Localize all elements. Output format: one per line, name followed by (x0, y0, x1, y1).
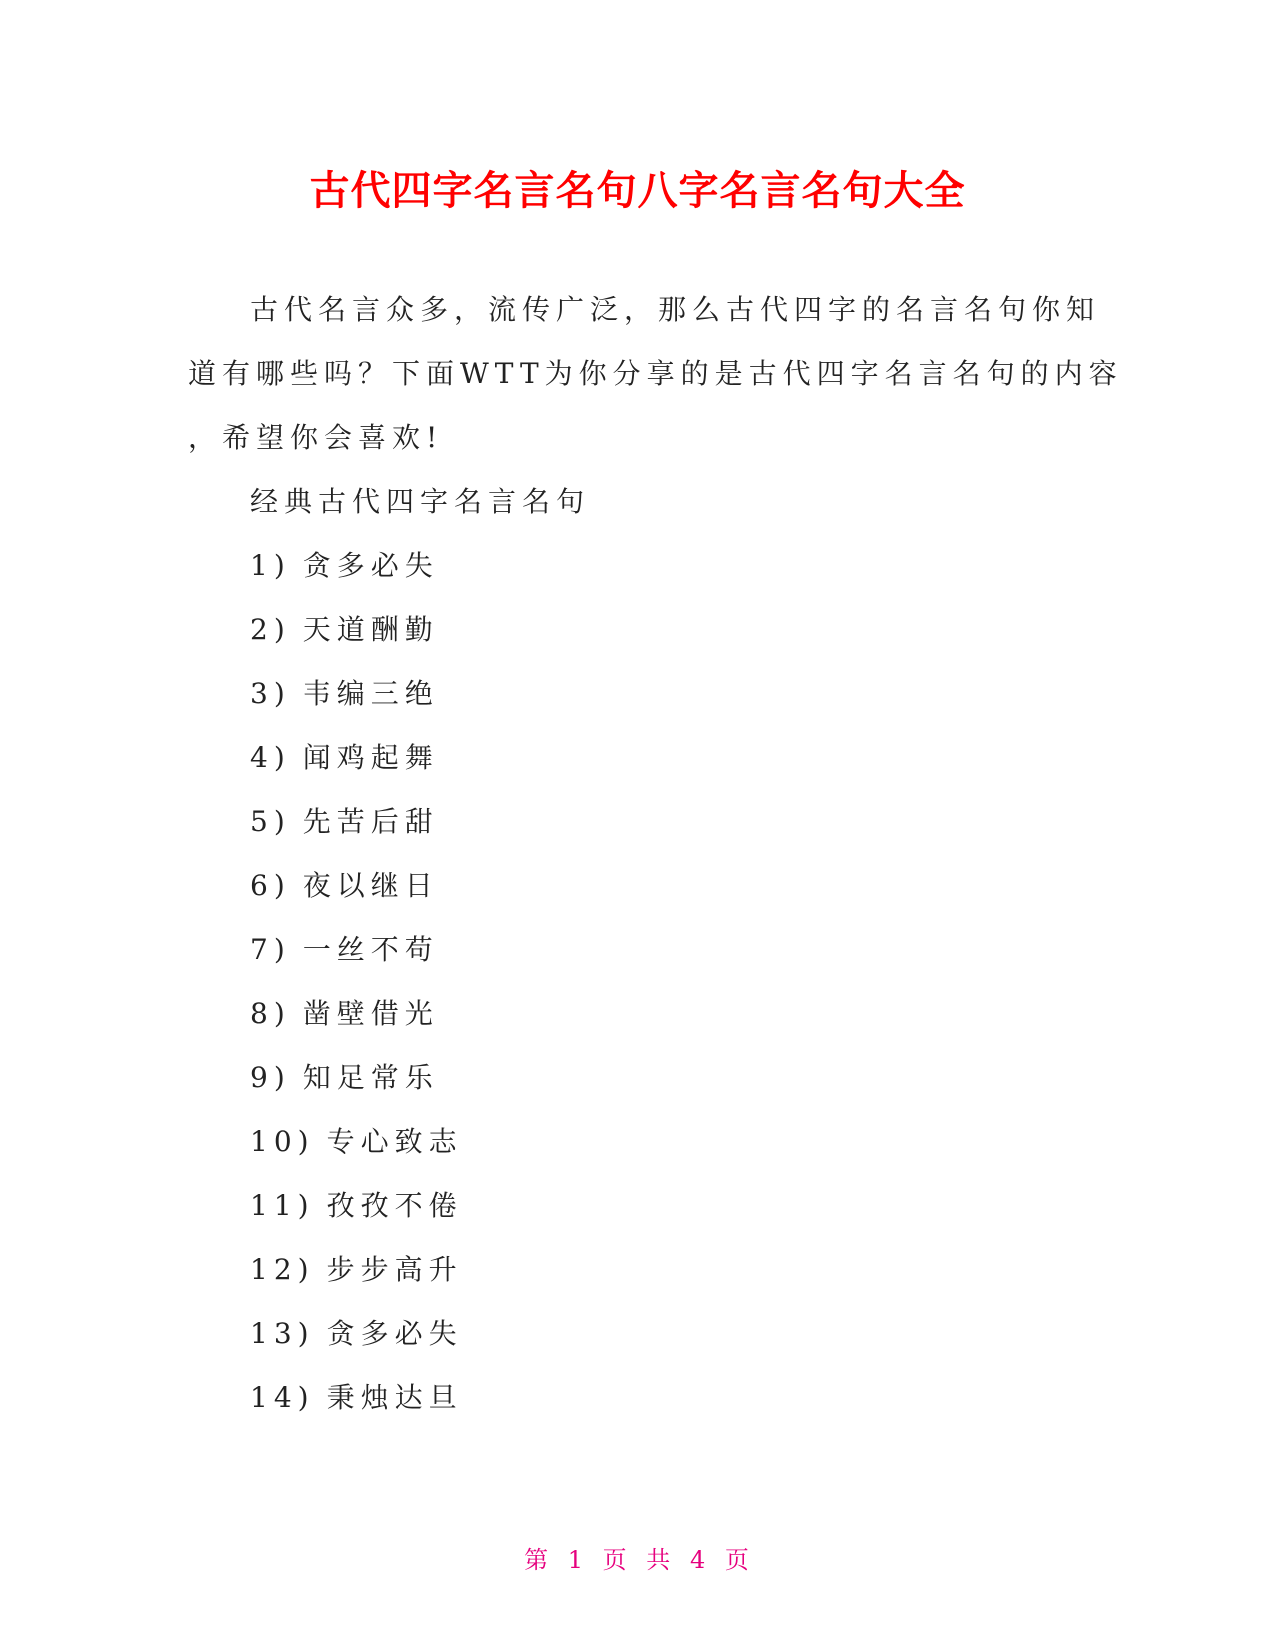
list-item-text: 韦编三绝 (302, 677, 439, 710)
list-item-text: 贪多必失 (326, 1317, 463, 1350)
list-item-number: 11) (250, 1189, 315, 1222)
list-item (250, 613, 439, 647)
list-item (250, 1189, 463, 1223)
list-item-text: 闻鸡起舞 (302, 741, 439, 774)
list-item-number: 14) (250, 1381, 315, 1414)
intro-line-2: 道有哪些吗？下面WTT为你分享的是古代四字名言名句的内容 (188, 357, 1123, 390)
list-item-text: 先苦后甜 (302, 805, 439, 838)
list-item (250, 1253, 463, 1287)
list-item-text: 知足常乐 (302, 1061, 439, 1094)
list-item (250, 1381, 463, 1415)
list-item-number: 10) (250, 1125, 315, 1158)
list-item-number: 9) (250, 1061, 291, 1094)
list-item-text: 专心致志 (326, 1125, 463, 1158)
list-item-number: 5) (250, 805, 291, 838)
list-item-text: 夜以继日 (302, 869, 439, 902)
list-item-number: 13) (250, 1317, 315, 1350)
list-item-text: 凿壁借光 (302, 997, 439, 1030)
list-item (250, 549, 439, 583)
page-footer: 第 1 页 共 4 页 (524, 1546, 751, 1574)
list-item-number: 3) (250, 677, 291, 710)
section-heading: 经典古代四字名言名句 (250, 485, 591, 518)
list-item-number: 2) (250, 613, 291, 646)
list-item (250, 805, 439, 839)
list-item (250, 933, 439, 967)
list-item-number: 4) (250, 741, 291, 774)
list-item (250, 869, 439, 903)
list-item-number: 1) (250, 549, 291, 582)
list-item-number: 7) (250, 933, 291, 966)
list-item-text: 天道酬勤 (302, 613, 439, 646)
list-item (250, 1061, 439, 1095)
list-item (250, 997, 439, 1031)
list-item-text: 一丝不苟 (302, 933, 439, 966)
list-item-number: 12) (250, 1253, 315, 1286)
document-title: 古代四字名言名句八字名言名句大全 (309, 168, 966, 214)
list-item-text: 秉烛达旦 (326, 1381, 463, 1414)
list-item-text: 孜孜不倦 (326, 1189, 463, 1222)
list-item (250, 1125, 463, 1159)
list-item-number: 6) (250, 869, 291, 902)
intro-line-1: 古代名言众多，流传广泛，那么古代四字的名言名句你知 (250, 293, 1101, 326)
list-item (250, 677, 439, 711)
list-item-text: 步步高升 (326, 1253, 463, 1286)
list-item (250, 741, 439, 775)
intro-line-3: ，希望你会喜欢! (188, 421, 444, 454)
list-item-text: 贪多必失 (302, 549, 439, 582)
list-item (250, 1317, 463, 1351)
list-item-number: 8) (250, 997, 291, 1030)
